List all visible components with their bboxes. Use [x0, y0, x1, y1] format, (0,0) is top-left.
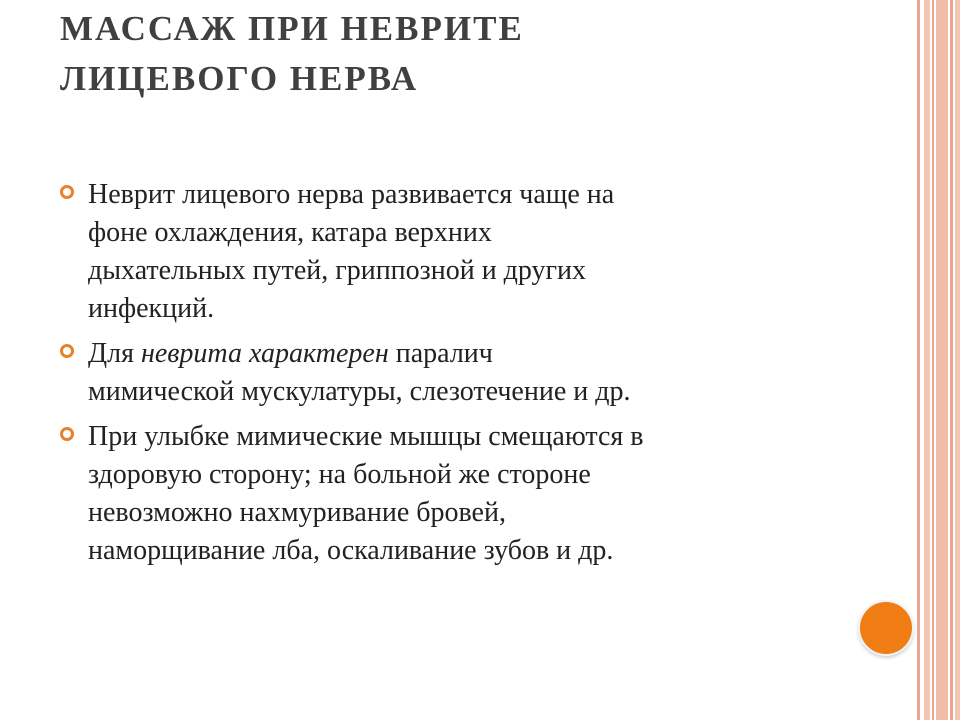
slide-title: [60, 4, 890, 104]
bullet-item: [58, 335, 848, 411]
bullet-text-plain: паралич: [388, 338, 493, 369]
bullet-list: [58, 176, 848, 577]
decor-stripe: [924, 0, 930, 720]
decor-stripe: [950, 0, 953, 720]
slide-title-line: МАССАЖ ПРИ НЕВРИТЕ: [60, 9, 524, 48]
decor-stripe: [936, 0, 948, 720]
bullet-text-line: дыхательных путей, гриппозной и других: [88, 255, 587, 286]
bullet-text-line: здоровую сторону; на больной же стороне: [88, 459, 591, 490]
bullet-text-italic: неврита характерен: [140, 338, 389, 369]
bullet-text-line: При улыбке мимические мышцы смещаются в: [88, 421, 644, 452]
decor-stripe: [932, 0, 934, 720]
bullet-circle-icon: [60, 185, 74, 199]
decor-stripe: [955, 0, 960, 720]
bullet-text-line: инфекций.: [88, 293, 215, 324]
slide-title-line: ЛИЦЕВОГО НЕРВА: [60, 59, 419, 98]
bullet-item: [58, 418, 848, 570]
bullet-text-plain: Для: [88, 338, 141, 369]
bullet-text-line: фоне охлаждения, катара верхних: [88, 217, 492, 248]
bullet-text-line: невозможно нахмуривание бровей,: [88, 497, 506, 528]
bullet-text-line: мимической мускулатуры, слезотечение и др.: [88, 376, 631, 407]
decor-stripe: [917, 0, 920, 720]
bullet-item: [58, 176, 848, 328]
bullet-text-line: Неврит лицевого нерва развивается чаще на: [88, 179, 615, 210]
orange-circle-decoration: [858, 600, 914, 656]
bullet-text-line: наморщивание лба, оскаливание зубов и др.: [88, 535, 614, 566]
bullet-text-line: [88, 335, 848, 373]
bullet-circle-icon: [60, 344, 74, 358]
bullet-circle-icon: [60, 427, 74, 441]
